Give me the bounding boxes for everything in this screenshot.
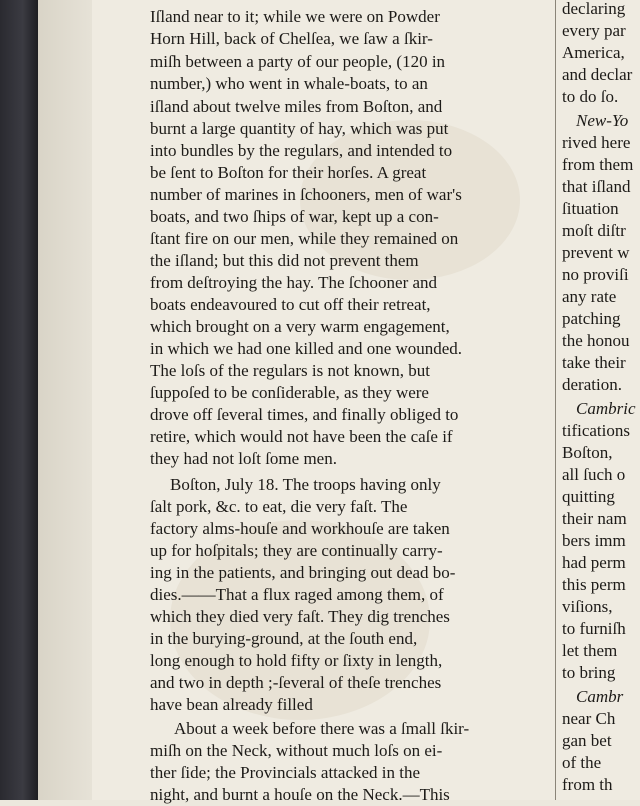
article-line: rived here — [562, 133, 631, 152]
article-line: gan bet — [562, 731, 612, 750]
article-line: every par — [562, 21, 626, 40]
article-line: dies.——That a flux raged among them, of — [150, 585, 444, 604]
article-line: from th — [562, 775, 613, 794]
article-line: About a week before there was a ſmall ſkir- — [174, 719, 470, 738]
article-line: near Ch — [562, 709, 616, 728]
article-line: from deſtroying the hay. The ſchooner and — [150, 273, 438, 292]
article-line: of the — [562, 753, 602, 772]
article-line: the iſland; but this did not prevent them — [150, 251, 419, 270]
article-line: their nam — [562, 509, 627, 528]
article-line: from them — [562, 155, 634, 174]
article-line: ſalt pork, &c. to eat, die very faſt. The — [150, 497, 408, 516]
article-line: had perm — [562, 553, 626, 572]
article-line: the honou — [562, 331, 630, 350]
article-line: all ſuch o — [562, 465, 626, 484]
article-line: tifications — [562, 421, 630, 440]
article-line: boats, and two ſhips of war, kept up a con- — [150, 207, 439, 226]
article-line: prevent w — [562, 243, 630, 262]
column-rule — [555, 0, 556, 800]
article-line: into bundles by the regulars, and intended to — [150, 141, 453, 160]
article-line: be ſent to Boſton for their horſes. A great — [150, 163, 427, 182]
article-line: in the burying-ground, at the ſouth end, — [150, 629, 418, 648]
article-line: to bring — [562, 663, 616, 682]
article-line: this perm — [562, 575, 626, 594]
article-line: declaring — [562, 0, 626, 18]
article-line: Boſton, July 18. The troops having only — [170, 475, 441, 494]
book-spine-shadow — [0, 0, 38, 800]
article-line: Iſland near to it; while we were on Powder — [150, 7, 440, 26]
article-line: have bean already filled — [150, 695, 313, 714]
article-line: New-Yo — [576, 111, 629, 130]
article-line: no proviſi — [562, 265, 629, 284]
article-line: bers imm — [562, 531, 626, 550]
article-line: to furniſh — [562, 619, 626, 638]
article-line: drove off ſeveral times, and finally obliged to — [150, 405, 459, 424]
article-line: miſh between a party of our people, (120 in — [150, 52, 446, 71]
article-line: Horn Hill, back of Chelſea, we ſaw a ſkir- — [150, 29, 433, 48]
article-line: Cambr — [576, 687, 624, 706]
article-line: burnt a large quantity of hay, which was put — [150, 119, 449, 138]
article-line: they had not loſt ſome men. — [150, 449, 337, 468]
article-line: ther ſide; the Provincials attacked in the — [150, 763, 421, 782]
article-line: long enough to hold fifty or ſixty in length, — [150, 651, 443, 670]
article-line: which brought on a very warm engagement, — [150, 317, 450, 336]
article-line: moſt diſtr — [562, 221, 626, 240]
article-line: ſituation — [562, 199, 619, 218]
article-line: that iſland — [562, 177, 631, 196]
article-line: let them — [562, 641, 618, 660]
article-line: and declar — [562, 65, 633, 84]
article-line: ſtant fire on our men, while they remained on — [150, 229, 459, 248]
page-margin — [38, 0, 92, 800]
main-article-column — [150, 0, 548, 804]
article-line: which they died very faſt. They dig trenches — [150, 607, 450, 626]
article-line: iſland about twelve miles from Boſton, and — [150, 97, 443, 116]
article-line: up for hoſpitals; they are continually carry- — [150, 541, 443, 560]
article-line: night, and burnt a houſe on the Neck.—This — [150, 785, 450, 804]
right-article-column — [562, 0, 640, 800]
article-line: ing in the patients, and bringing out dead bo- — [150, 563, 456, 582]
article-line: any rate — [562, 287, 617, 306]
article-line: boats endeavoured to cut off their retreat, — [150, 295, 431, 314]
article-line: patching — [562, 309, 621, 328]
article-line: number,) who went in whale-boats, to an — [150, 74, 428, 93]
article-line: viſions, — [562, 597, 613, 616]
article-line: America, — [562, 43, 625, 62]
article-line: to do ſo. — [562, 87, 619, 106]
article-line: deration. — [562, 375, 622, 394]
article-line: quitting — [562, 487, 615, 506]
article-line: and two in depth ;-ſeveral of theſe trenches — [150, 673, 442, 692]
article-line: The loſs of the regulars is not known, but — [150, 361, 430, 380]
article-line: factory alms-houſe and workhouſe are taken — [150, 519, 450, 538]
article-line: miſh on the Neck, without much loſs on ei- — [150, 741, 443, 760]
article-line: Boſton, — [562, 443, 613, 462]
article-line: ſuppoſed to be conſiderable, as they were — [150, 383, 429, 402]
article-line: Cambric — [576, 399, 636, 418]
article-line: retire, which would not have been the caſe if — [150, 427, 453, 446]
article-line: take their — [562, 353, 626, 372]
article-line: number of marines in ſchooners, men of war's — [150, 185, 462, 204]
article-line: in which we had one killed and one wounded. — [150, 339, 463, 358]
